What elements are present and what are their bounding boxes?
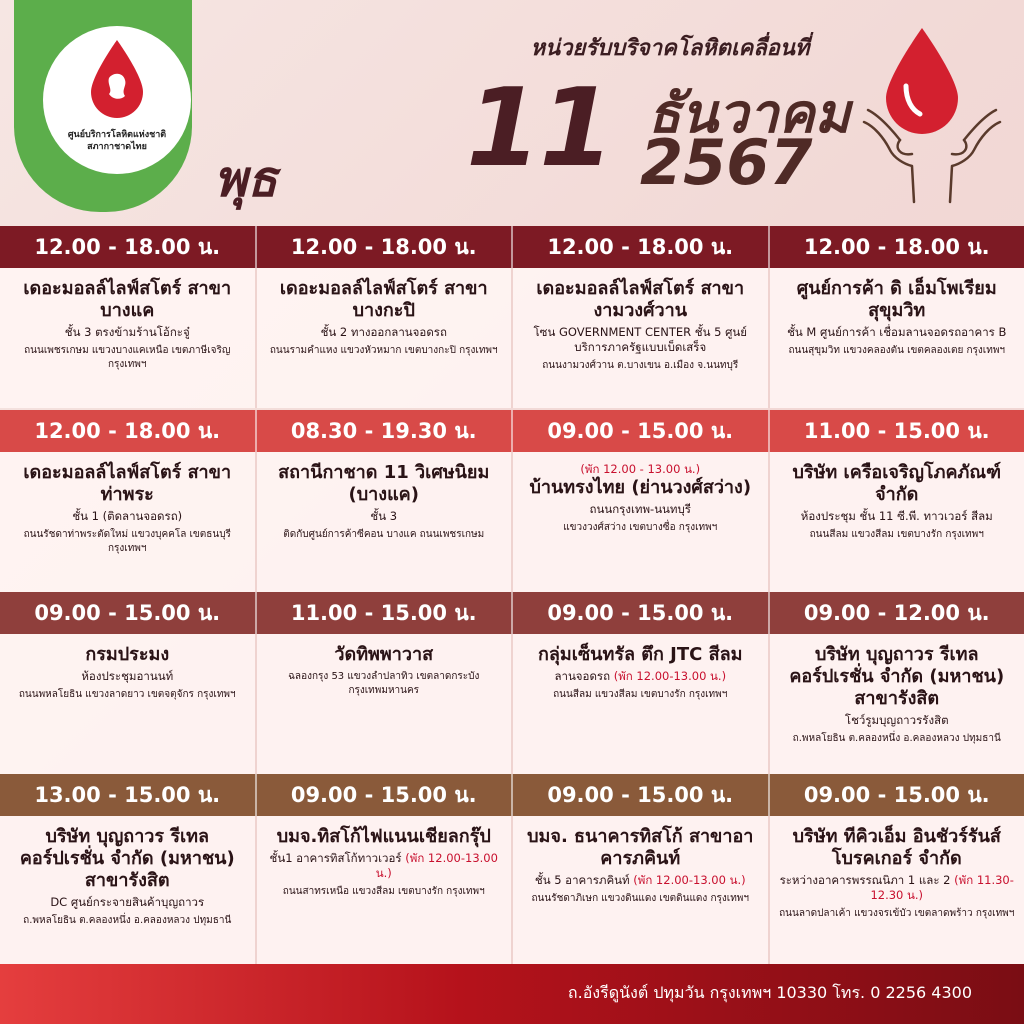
- location-card: [0, 268, 257, 408]
- year: 2567: [640, 126, 813, 199]
- location-address: ถนนรัชดาภิเษก แขวงดินแดง เขตดินแดง กรุงเทพฯ: [531, 893, 750, 904]
- location-address: ถนนรามคำแหง แขวงหัวหมาก เขตบางกะปิ กรุงเทพฯ: [269, 345, 498, 356]
- location-detail: [6, 895, 249, 910]
- location-detail-text: ห้องประชุมอานนท์: [81, 669, 174, 683]
- location-detail-text: ชั้น 2 ทางออกลานจอดรถ: [320, 325, 447, 339]
- location-detail-text: ถนนกรุงเทพ-นนทบุรี: [589, 502, 691, 516]
- time-slot: 12.00 - 18.00 น.: [513, 226, 770, 268]
- logo-line2: สภากาชาดไทย: [87, 142, 147, 152]
- location-name: บริษัท บุญถาวร รีเทล คอร์ปเรชั่น จำกัด (มหาชน) สาขารังสิต: [789, 644, 1005, 709]
- month: ธันวาคม: [648, 82, 851, 145]
- location-name: กลุ่มเซ็นทรัล ตึก JTC สีลม: [538, 644, 743, 665]
- location-detail-text: ชั้น 5 อาคารภคินท์: [534, 873, 630, 887]
- break-time-note: (พัก 11.30-12.30 น.): [870, 873, 1014, 902]
- hands-blood-drop-icon: [860, 26, 1010, 206]
- day-of-week: พุธ: [214, 150, 278, 208]
- location-card: [0, 816, 257, 978]
- location-card: [257, 452, 514, 594]
- location-detail-text: ลานจอดรถ: [554, 669, 611, 683]
- location-detail: [6, 325, 249, 340]
- location-detail: [263, 509, 506, 524]
- location-address: ถนนสีลม แขวงสีลม เขตบางรัก กรุงเทพฯ: [553, 689, 728, 700]
- location-detail: [519, 325, 762, 355]
- time-slot: 11.00 - 15.00 น.: [803, 419, 990, 443]
- time-slot: 08.30 - 19.30 น.: [257, 410, 514, 452]
- location-detail-text: โซน GOVERNMENT CENTER ชั้น 5 ศูนย์บริการภาครัฐแบบเบ็ดเสร็จ: [533, 325, 747, 354]
- location-detail-text: ระหว่างอาคารพรรณนิภา 1 และ 2: [779, 873, 951, 887]
- time-slot: 12.00 - 18.00 น.: [803, 235, 990, 259]
- break-time-note: (พัก 12.00 - 13.00 น.): [580, 462, 701, 476]
- time-slot: 11.00 - 15.00 น.: [257, 592, 514, 634]
- location-address: ถนนสีลม แขวงสีลม เขตบางรัก กรุงเทพฯ: [809, 529, 984, 540]
- location-detail: [519, 873, 762, 888]
- location-card: [257, 634, 514, 774]
- break-time-note: (พัก 12.00-13.00 น.): [633, 873, 746, 887]
- location-name: ศูนย์การค้า ดิ เอ็มโพเรียม สุขุมวิท: [796, 278, 997, 321]
- location-card: [513, 634, 770, 774]
- footer: [0, 964, 1024, 1024]
- location-detail-text: ชั้น 3: [370, 509, 398, 523]
- location-card: [513, 268, 770, 408]
- time-bar: [0, 410, 1024, 452]
- time-slot: 12.00 - 18.00 น.: [0, 226, 257, 268]
- location-name: กรมประมง: [85, 644, 170, 665]
- location-card: [0, 452, 257, 594]
- time-slot: 12.00 - 18.00 น.: [257, 226, 514, 268]
- location-address: ถนนรัชดาท่าพระตัดใหม่ แขวงบุคคโล เขตธนบุรี กรุงเทพฯ: [23, 529, 231, 554]
- location-card: [770, 816, 1024, 978]
- location-address: แขวงวงศ์สว่าง เขตบางซื่อ กรุงเทพฯ: [563, 522, 718, 533]
- location-detail-text: ห้องประชุม ชั้น 11 ซี.พี. ทาวเวอร์ สีลม: [800, 509, 993, 523]
- location-detail: [519, 502, 762, 517]
- location-detail: [263, 325, 506, 340]
- logo-line1: ศูนย์บริการโลหิตแห่งชาติ: [67, 130, 167, 140]
- location-name: เดอะมอลล์ไลฟ์สโตร์ สาขาบางแค: [23, 278, 232, 321]
- location-detail: [6, 669, 249, 684]
- location-name: บมจ. ธนาคารทิสโก้ สาขาอาคารภคินท์: [527, 826, 754, 869]
- location-card: [770, 268, 1024, 408]
- time-slot: 12.00 - 18.00 น.: [0, 410, 257, 452]
- location-address: ถ.พหลโยธิน ต.คลองหนึ่ง อ.คลองหลวง ปทุมธานี: [23, 915, 232, 926]
- location-detail-text: ชั้น 3 ตรงข้ามร้านโอ้กะจู๋: [64, 325, 190, 339]
- location-detail: [776, 509, 1019, 524]
- blood-drop-icon: [87, 38, 147, 120]
- location-name: บ้านทรงไทย (ย่านวงศ์สว่าง): [529, 477, 752, 498]
- location-card: [0, 634, 257, 774]
- break-time-note: (พัก 12.00-13.00 น.): [613, 669, 727, 683]
- logo-tab: [14, 0, 192, 212]
- location-name: เดอะมอลล์ไลฟ์สโตร์ สาขางามวงศ์วาน: [536, 278, 745, 321]
- location-detail: [776, 325, 1019, 340]
- location-detail-text: โชว์รูมบุญถาวรรังสิต: [844, 713, 949, 727]
- location-card: [257, 268, 514, 408]
- location-detail-text: DC ศูนย์กระจายสินค้าบุญถาวร: [50, 895, 205, 909]
- location-address: ฉลองกรุง 53 แขวงลำปลาทิว เขตลาดกระบัง กรุงเทพมหานคร: [288, 671, 480, 696]
- location-cards: [0, 634, 1024, 774]
- time-slot: 09.00 - 15.00 น.: [513, 410, 770, 452]
- location-address: ถนนเพชรเกษม แขวงบางแคเหนือ เขตภาษีเจริญ กรุงเทพฯ: [24, 345, 231, 370]
- time-bar: [0, 592, 1024, 634]
- time-slot: 13.00 - 15.00 น.: [0, 774, 257, 816]
- time-slot: 09.00 - 15.00 น.: [0, 592, 257, 634]
- location-address: ถนนพหลโยธิน แขวงลาดยาว เขตจตุจักร กรุงเทพฯ: [18, 689, 236, 700]
- location-address: ถนนงามวงศ์วาน ต.บางเขน อ.เมือง จ.นนทบุรี: [542, 360, 739, 371]
- location-card: [513, 452, 770, 594]
- location-detail-text: ชั้น1 อาคารทิสโก้ทาวเวอร์: [269, 851, 402, 865]
- logo: [43, 26, 191, 174]
- time-slot: 09.00 - 15.00 น.: [257, 774, 514, 816]
- location-cards: [0, 268, 1024, 408]
- location-detail: [776, 713, 1019, 728]
- location-detail-text: ชั้น 1 (ติดลานจอดรถ): [72, 509, 183, 523]
- location-card: [513, 816, 770, 978]
- location-card: [257, 816, 514, 978]
- location-cards: [0, 816, 1024, 978]
- location-detail: [263, 851, 506, 881]
- location-name: บริษัท เครือเจริญโภคภัณฑ์ จำกัด: [792, 462, 1002, 505]
- location-card: [770, 452, 1024, 594]
- location-address: ถ.พหลโยธิน ต.คลองหนึ่ง อ.คลองหลวง ปทุมธานี: [792, 733, 1001, 744]
- location-name: สถานีกาชาด 11 วิเศษนิยม (บางแค): [278, 462, 490, 505]
- location-name: วัดทิพพาวาส: [334, 644, 434, 665]
- time-bar: [0, 226, 1024, 268]
- location-address: ถนนสุขุมวิท แขวงคลองตัน เขตคลองเตย กรุงเทพฯ: [788, 345, 1006, 356]
- time-slot: 09.00 - 12.00 น.: [803, 601, 990, 625]
- page-title: หน่วยรับบริจาคโลหิตเคลื่อนที่: [530, 36, 810, 61]
- location-detail: [776, 873, 1019, 903]
- break-time-note: (พัก 12.00-13.00 น.): [375, 851, 498, 880]
- time-slot: 09.00 - 15.00 น.: [803, 783, 990, 807]
- location-detail-text: ชั้น M ศูนย์การค้า เชื่อมลานจอดรถอาคาร B: [787, 325, 1007, 339]
- location-name: บมจ.ทิสโก้ไฟแนนเชียลกรุ๊ป: [276, 826, 491, 847]
- location-cards: [0, 452, 1024, 594]
- time-slot: 09.00 - 15.00 น.: [513, 774, 770, 816]
- location-address: ติดกับศูนย์การค้าซีคอน บางแค ถนนเพชรเกษม: [283, 529, 485, 540]
- location-detail: [6, 509, 249, 524]
- location-card: [770, 634, 1024, 774]
- time-bar: [0, 774, 1024, 816]
- location-address: ถนนสาทรเหนือ แขวงสีลม เขตบางรัก กรุงเทพฯ: [282, 886, 485, 897]
- time-slot: 09.00 - 15.00 น.: [513, 592, 770, 634]
- date-number: 11: [466, 66, 613, 191]
- footer-address: ถ.อังรีดูนังต์ ปทุมวัน กรุงเทพฯ 10330 โทร. 0 2256 4300: [567, 983, 972, 1002]
- location-name: บริษัท บุญถาวร รีเทล คอร์ปเรชั่น จำกัด (มหาชน) สาขารังสิต: [19, 826, 235, 891]
- location-detail: [519, 669, 762, 684]
- location-address: ถนนลาดปลาเค้า แขวงจรเข้บัว เขตลาดพร้าว กรุงเทพฯ: [779, 908, 1015, 919]
- location-name: เดอะมอลล์ไลฟ์สโตร์ สาขาท่าพระ: [23, 462, 232, 505]
- location-name: บริษัท ทีคิวเอ็ม อินชัวร์รันส์ โบรคเกอร์ จำกัด: [792, 826, 1001, 869]
- location-name: เดอะมอลล์ไลฟ์สโตร์ สาขาบางกะปิ: [279, 278, 488, 321]
